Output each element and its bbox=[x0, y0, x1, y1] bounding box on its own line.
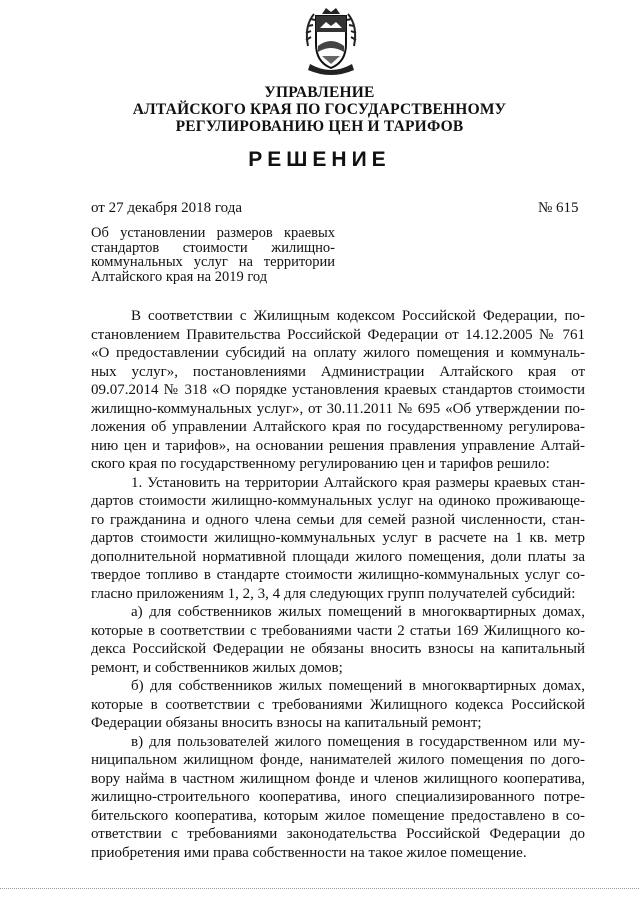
org-name-line-3: РЕГУЛИРОВАНИЮ ЦЕН И ТАРИФОВ bbox=[175, 118, 464, 135]
body-line: ных услуг», постановлениями Администрации Алтайского края от bbox=[91, 363, 585, 380]
document-number: № 615 bbox=[538, 200, 579, 216]
body-line: жилищно-коммунальных услуг», от 30.11.2011 № 695 «Об утверждении по- bbox=[91, 400, 585, 417]
body-line: гласно приложениям 1, 2, 3, 4 для следующих групп получателей субсидий: bbox=[91, 585, 576, 602]
body-line: «О предоставлении субсидий на оплату жилого помещения и коммуналь- bbox=[91, 345, 585, 361]
body-line: которые в соответствии с требованиями части 2 статьи 169 Жилищного ко- bbox=[91, 622, 585, 639]
body-line: 1. Установить на территории Алтайского края размеры краевых стан- bbox=[131, 474, 585, 491]
page-bottom-rule bbox=[0, 888, 639, 889]
body-line: приобретения ими права собственности на такое жилое помещение. bbox=[91, 844, 527, 861]
org-name-line-2: АЛТАЙСКОГО КРАЯ ПО ГОСУДАРСТВЕННОМУ bbox=[132, 101, 507, 118]
body-line: дополнительной нормативной площади жилого помещения, доли платы за bbox=[91, 548, 585, 565]
body-line: Федерации обязаны вносить взносы на капитальный ремонт; bbox=[91, 715, 482, 731]
body-line: б) для собственников жилых помещений в многоквартирных домах, bbox=[131, 678, 585, 694]
body-line: дартов стоимости жилищно-коммунальных услуг на одиноко проживающе- bbox=[91, 493, 585, 509]
body-line: ниципальном жилищном фонде, нанимателей жилого помещения по дого- bbox=[91, 752, 585, 768]
body-line: которые в соответствии с требованиями Жилищного кодекса Российской bbox=[91, 696, 585, 713]
body-line: ответствии с требованиями законодательства Российской Федерации до bbox=[91, 826, 585, 842]
body-line: бительского кооператива, которым жилое помещение предоставлено в со- bbox=[91, 807, 585, 824]
subject-line: стандартов стоимости жилищно- bbox=[91, 239, 335, 256]
subject-line: Об установлении размеров краевых bbox=[91, 225, 335, 241]
body-line: нию цен и тарифов», на основании решения правления управление Алтай- bbox=[91, 437, 585, 454]
body-line: а) для собственников жилых помещений в многоквартирных домах, bbox=[131, 604, 585, 620]
body-line: го гражданина и одного члена семьи для семей разной численности, стан- bbox=[91, 511, 585, 528]
body-line: декса Российской Федерации не обязаны вносить взносы на капитальный bbox=[91, 641, 585, 657]
document-body bbox=[91, 307, 585, 862]
body-line: ремонт, и собственников жилых домов; bbox=[91, 659, 343, 676]
body-line: становлением Правительства Российской Федерации от 14.12.2005 № 761 bbox=[91, 326, 585, 343]
body-line: вору найма в частном жилищном фонде и членов жилищного кооператива, bbox=[91, 770, 585, 787]
body-line: в) для пользователей жилого помещения в государственном или му- bbox=[131, 733, 585, 750]
body-line: 09.07.2014 № 318 «О порядке установления краевых стандартов стоимости bbox=[91, 382, 585, 398]
subject-line: коммунальных услуг на территории bbox=[91, 254, 335, 270]
body-line: В соответствии с Жилищным кодексом Российской Федерации, по- bbox=[131, 308, 585, 324]
body-line: ложения об управлении Алтайского края по государственному регулирова- bbox=[91, 419, 585, 435]
document-date: от 27 декабря 2018 года bbox=[91, 200, 243, 216]
coat-of-arms-emblem bbox=[300, 6, 362, 78]
body-line: жилищно-строительного кооператива, иного специализированного потре- bbox=[91, 789, 585, 805]
document-subject bbox=[91, 226, 335, 284]
document-type-title: РЕШЕНИЕ bbox=[248, 148, 391, 171]
org-name-line-1: УПРАВЛЕНИЕ bbox=[264, 84, 375, 101]
body-line: дартов стоимости жилищно-коммунальных услуг в расчете на 1 кв. метр bbox=[91, 530, 585, 546]
body-line: ского края по государственному регулированию цен и тарифов решило: bbox=[91, 456, 550, 472]
subject-line: Алтайского края на 2019 год bbox=[91, 268, 268, 285]
body-line: твердое топливо в стандарте стоимости жилищно-коммунальных услуг со- bbox=[91, 567, 585, 583]
